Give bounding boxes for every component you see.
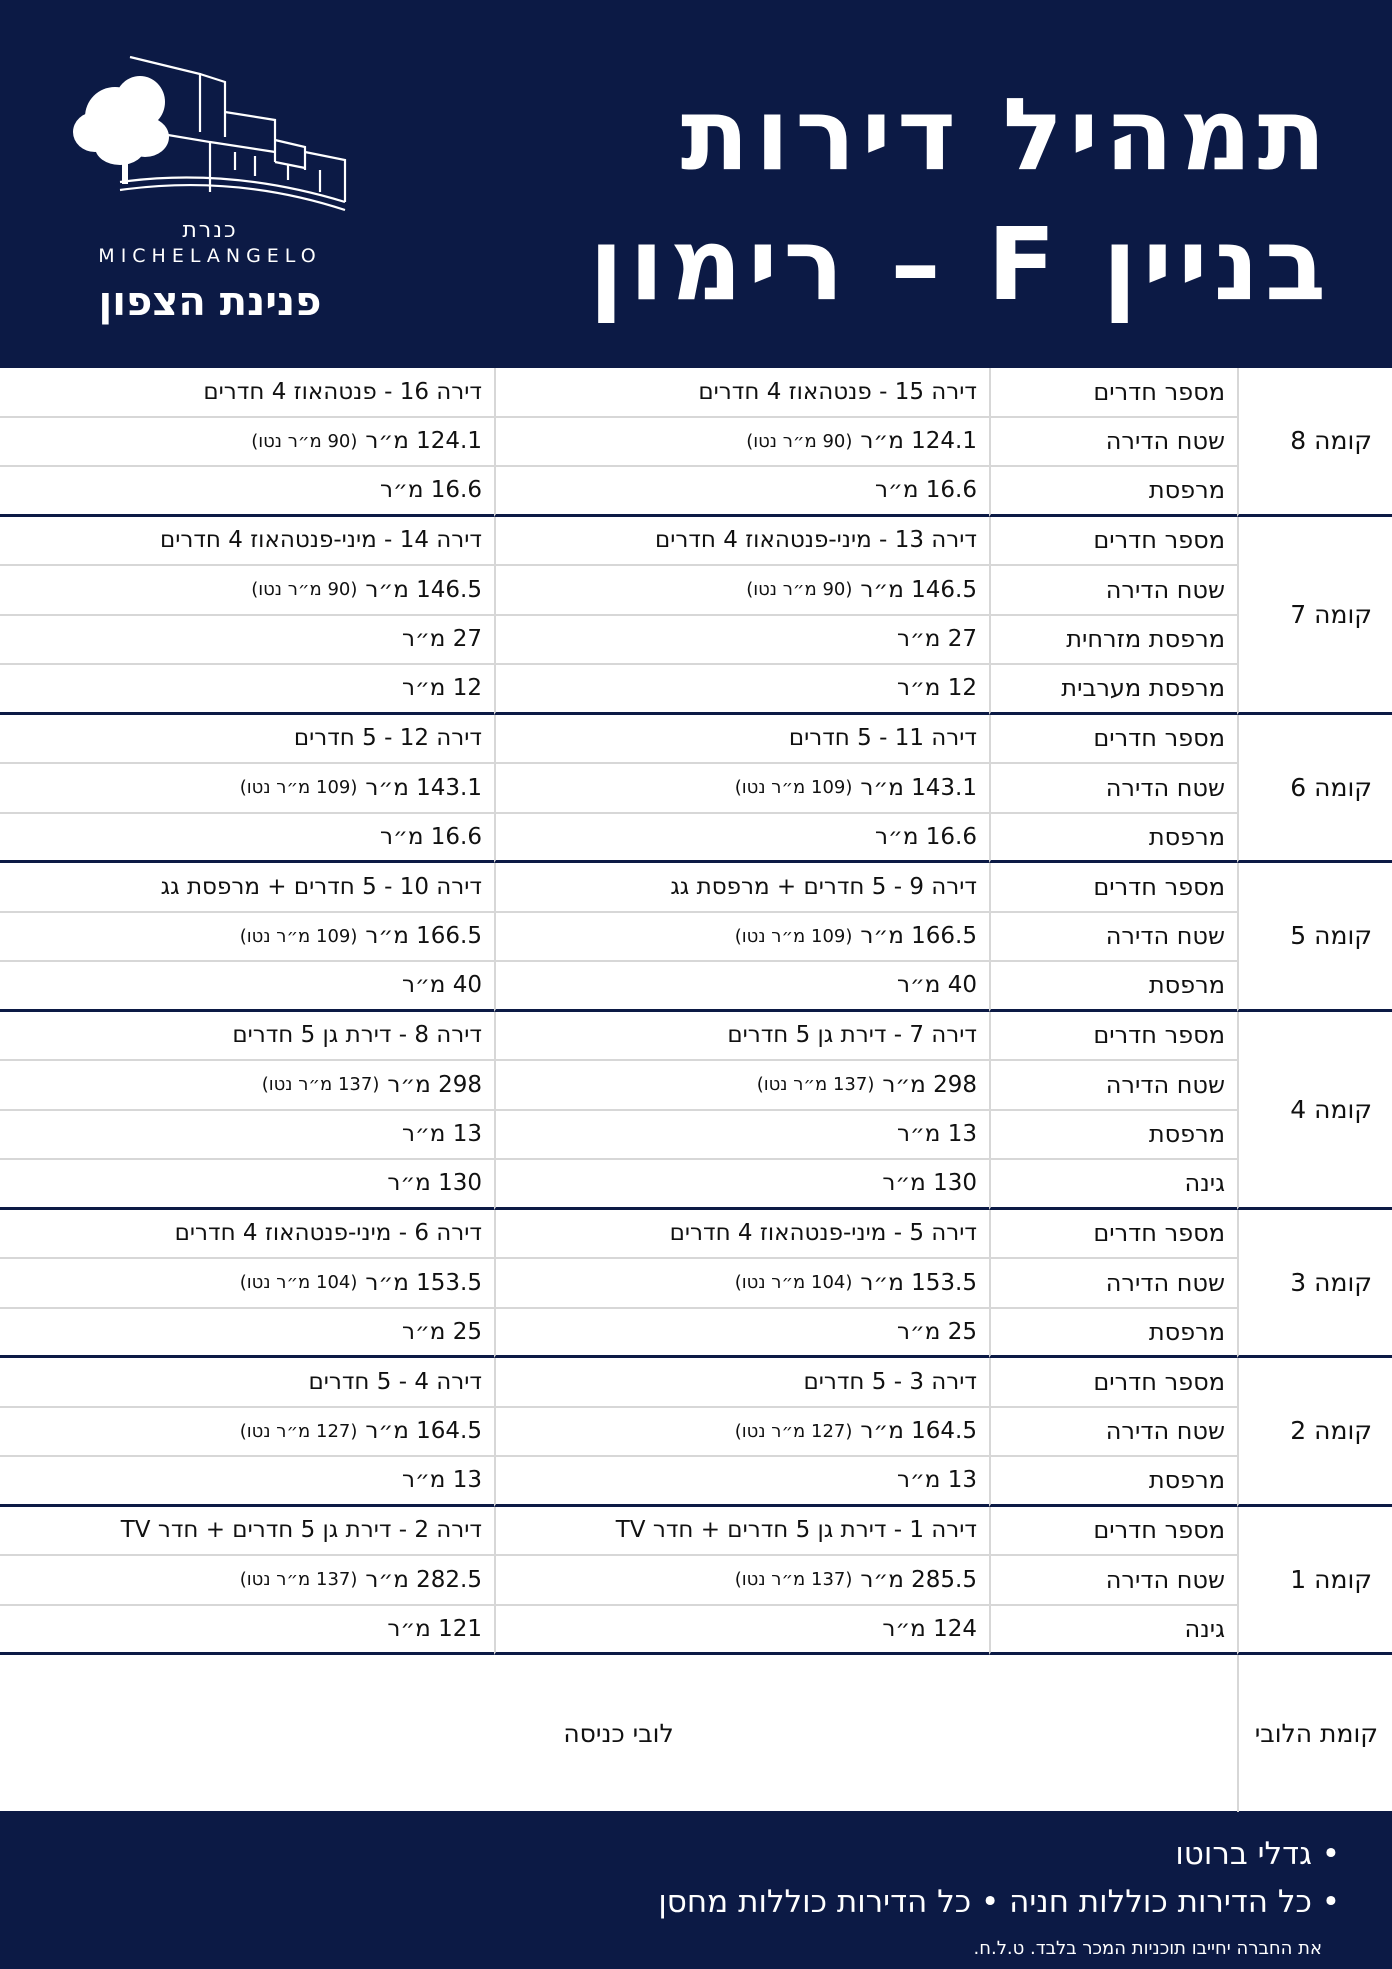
cell-value: 282.5 מ״ר [365, 1566, 482, 1593]
cell-value: 16.6 מ״ר [875, 823, 977, 850]
cell-value: 298 מ״ר [387, 1071, 482, 1098]
apartment-a-cell [494, 1061, 989, 1111]
logo-hebrew-text: פנינת הצפון [98, 279, 322, 325]
apartment-a-cell [494, 1259, 989, 1309]
apartment-b-cell [0, 467, 494, 517]
row-label: מספר חדרים [989, 1358, 1237, 1408]
apartment-a-cell [494, 665, 989, 715]
cell-value: 166.5 מ״ר [860, 923, 977, 950]
apartment-b-cell [0, 616, 494, 666]
row-label: שטח הדירה [989, 913, 1237, 963]
row-label: מספר חדרים [989, 1210, 1237, 1260]
title-line-1: תמהיל דירות [680, 76, 1332, 193]
cell-value: דירה 8 - דירת גן 5 חדרים [232, 1022, 482, 1049]
cell-value: דירה 10 - 5 חדרים + מרפסת גג [160, 873, 482, 900]
floor-label: קומה 4 [1237, 1012, 1392, 1210]
apartment-a-cell [494, 1457, 989, 1507]
footer-note-gross: • גדלי ברוטו [1175, 1836, 1340, 1872]
apartment-a-cell [494, 1606, 989, 1656]
apartment-a-cell [494, 418, 989, 468]
cell-value: דירה 9 - 5 חדרים + מרפסת גג [670, 873, 977, 900]
apartment-b-cell [0, 863, 494, 913]
net-area-note: (137 מ״ר נטו) [239, 1569, 358, 1591]
floor-label: קומה 8 [1237, 368, 1392, 517]
lobby-cell: לובי כניסה [563, 1719, 674, 1748]
cell-value: 27 מ״ר [401, 626, 482, 653]
net-area-note: (109 מ״ר נטו) [734, 777, 853, 799]
apartment-b-cell [0, 517, 494, 567]
cell-value: 16.6 מ״ר [875, 477, 977, 504]
net-area-note: (90 מ״ר נטו) [746, 430, 853, 452]
apartment-b-cell [0, 1111, 494, 1161]
apartment-a-cell [494, 962, 989, 1012]
apartment-a-cell [494, 863, 989, 913]
apartment-a-cell [494, 566, 989, 616]
apartment-a-cell [494, 1160, 989, 1210]
row-label: שטח הדירה [989, 1408, 1237, 1458]
apartment-b-cell [0, 418, 494, 468]
apartment-a-cell [494, 616, 989, 666]
row-label: מספר חדרים [989, 1012, 1237, 1062]
row-label: מרפסת מערבית [989, 665, 1237, 715]
apartment-b-cell [0, 1507, 494, 1557]
cell-value: 164.5 מ״ר [365, 1418, 482, 1445]
cell-value: 13 מ״ר [896, 1467, 977, 1494]
floor-label: קומה 7 [1237, 517, 1392, 715]
cell-value: 13 מ״ר [896, 1121, 977, 1148]
cell-value: דירה 15 - פנטהאוז 4 חדרים [698, 378, 977, 405]
row-label: מרפסת מזרחית [989, 616, 1237, 666]
apartment-b-cell [0, 665, 494, 715]
floor-label: קומה 6 [1237, 715, 1392, 864]
apartment-b-cell [0, 368, 494, 418]
cell-value: 164.5 מ״ר [860, 1418, 977, 1445]
cell-value: 146.5 מ״ר [365, 576, 482, 603]
lobby-floor-label: קומת הלובי [1237, 1655, 1392, 1812]
apartment-b-cell [0, 1358, 494, 1408]
row-label: גינה [989, 1160, 1237, 1210]
apartment-a-cell [494, 1358, 989, 1408]
apartment-b-cell [0, 1309, 494, 1359]
cell-value: דירה 5 - מיני-פנטהאוז 4 חדרים [669, 1220, 977, 1247]
net-area-note: (137 מ״ר נטו) [756, 1074, 875, 1096]
apartment-mix-table [0, 368, 1392, 1814]
apartment-b-cell [0, 1606, 494, 1656]
logo-kinneret-text: כנרת [182, 218, 238, 243]
net-area-note: (109 מ״ר נטו) [239, 925, 358, 947]
floor-label: קומה 3 [1237, 1210, 1392, 1359]
net-area-note: (137 מ״ר נטו) [734, 1569, 853, 1591]
cell-value: דירה 11 - 5 חדרים [788, 725, 977, 752]
net-area-note: (127 מ״ר נטו) [239, 1420, 358, 1442]
row-label: מרפסת [989, 1111, 1237, 1161]
apartment-a-cell [494, 1507, 989, 1557]
cell-value: 153.5 מ״ר [860, 1269, 977, 1296]
row-label: שטח הדירה [989, 1556, 1237, 1606]
apartment-b-cell [0, 1556, 494, 1606]
cell-value: 166.5 מ״ר [365, 923, 482, 950]
cell-value: 25 מ״ר [896, 1318, 977, 1345]
row-label: שטח הדירה [989, 1259, 1237, 1309]
row-label: מספר חדרים [989, 1507, 1237, 1557]
net-area-note: (90 מ״ר נטו) [746, 579, 853, 601]
cell-value: דירה 2 - דירת גן 5 חדרים + חדר TV [120, 1517, 482, 1544]
row-label: מספר חדרים [989, 715, 1237, 765]
logo [55, 52, 365, 325]
row-label: מרפסת [989, 1309, 1237, 1359]
apartment-a-cell [494, 715, 989, 765]
floor-label: קומה 1 [1237, 1507, 1392, 1656]
apartment-b-cell [0, 764, 494, 814]
footer-note-parking: • כל הדירות כוללות חניה • כל הדירות כוללות מחסן [658, 1884, 1340, 1920]
apartment-a-cell [494, 1210, 989, 1260]
net-area-note: (90 מ״ר נטו) [251, 579, 358, 601]
net-area-note: (127 מ״ר נטו) [734, 1420, 853, 1442]
floor-label: קומה 2 [1237, 1358, 1392, 1507]
apartment-b-cell [0, 1259, 494, 1309]
row-label: מספר חדרים [989, 863, 1237, 913]
apartment-a-cell [494, 1556, 989, 1606]
apartment-b-cell [0, 1012, 494, 1062]
row-label: שטח הדירה [989, 418, 1237, 468]
cell-value: 40 מ״ר [401, 972, 482, 999]
cell-value: 25 מ״ר [401, 1318, 482, 1345]
apartment-a-cell [494, 1012, 989, 1062]
cell-value: 153.5 מ״ר [365, 1269, 482, 1296]
apartment-a-cell [494, 1408, 989, 1458]
row-label: מספר חדרים [989, 517, 1237, 567]
cell-value: דירה 7 - דירת גן 5 חדרים [727, 1022, 977, 1049]
cell-value: דירה 1 - דירת גן 5 חדרים + חדר TV [615, 1517, 977, 1544]
row-label: שטח הדירה [989, 764, 1237, 814]
apartment-b-cell [0, 1061, 494, 1111]
row-label: מרפסת [989, 814, 1237, 864]
cell-value: 13 מ״ר [401, 1121, 482, 1148]
cell-value: 130 מ״ר [882, 1170, 977, 1197]
footer-banner [0, 1814, 1392, 1969]
row-label: שטח הדירה [989, 1061, 1237, 1111]
row-label: מרפסת [989, 467, 1237, 517]
row-label: שטח הדירה [989, 566, 1237, 616]
net-area-note: (109 מ״ר נטו) [239, 777, 358, 799]
cell-value: דירה 4 - 5 חדרים [308, 1368, 482, 1395]
cell-value: 13 מ״ר [401, 1467, 482, 1494]
header-banner [0, 0, 1392, 368]
cell-value: 27 מ״ר [896, 626, 977, 653]
title-line-2: בניין F – רימון [589, 206, 1332, 323]
cell-value: 143.1 מ״ר [860, 774, 977, 801]
apartment-b-cell [0, 566, 494, 616]
apartment-b-cell [0, 814, 494, 864]
row-label: מספר חדרים [989, 368, 1237, 418]
net-area-note: (137 מ״ר נטו) [261, 1074, 380, 1096]
cell-value: 124.1 מ״ר [365, 428, 482, 455]
cell-value: 285.5 מ״ר [860, 1566, 977, 1593]
cell-value: דירה 6 - מיני-פנטהאוז 4 חדרים [174, 1220, 482, 1247]
apartment-a-cell [494, 764, 989, 814]
cell-value: דירה 12 - 5 חדרים [293, 725, 482, 752]
floor-label: קומה 5 [1237, 863, 1392, 1012]
cell-value: 130 מ״ר [387, 1170, 482, 1197]
building-tree-logo-icon [60, 52, 360, 212]
apartment-a-cell [494, 467, 989, 517]
net-area-note: (109 מ״ר נטו) [734, 925, 853, 947]
apartment-b-cell [0, 1408, 494, 1458]
apartment-b-cell [0, 715, 494, 765]
apartment-b-cell [0, 1210, 494, 1260]
cell-value: דירה 3 - 5 חדרים [803, 1368, 977, 1395]
cell-value: דירה 13 - מיני-פנטהאוז 4 חדרים [654, 527, 977, 554]
apartment-a-cell [494, 814, 989, 864]
cell-value: 121 מ״ר [387, 1615, 482, 1642]
apartment-b-cell [0, 1160, 494, 1210]
page-title [572, 70, 1332, 330]
apartment-b-cell [0, 1457, 494, 1507]
cell-value: 124 מ״ר [882, 1615, 977, 1642]
apartment-a-cell [494, 517, 989, 567]
cell-value: 12 מ״ר [401, 675, 482, 702]
row-label: גינה [989, 1606, 1237, 1656]
cell-value: דירה 14 - מיני-פנטהאוז 4 חדרים [159, 527, 482, 554]
row-label: מרפסת [989, 962, 1237, 1012]
cell-value: 16.6 מ״ר [380, 823, 482, 850]
cell-value: 16.6 מ״ר [380, 477, 482, 504]
cell-value: 298 מ״ר [882, 1071, 977, 1098]
row-label: מרפסת [989, 1457, 1237, 1507]
net-area-note: (104 מ״ר נטו) [734, 1272, 853, 1294]
apartment-b-cell [0, 913, 494, 963]
cell-value: 146.5 מ״ר [860, 576, 977, 603]
apartment-a-cell [494, 913, 989, 963]
footer-disclaimer: את החברה יחייבו תוכניות המכר בלבד. ט.ל.ח. [973, 1938, 1322, 1959]
apartment-a-cell [494, 368, 989, 418]
cell-value: 40 מ״ר [896, 972, 977, 999]
apartment-a-cell [494, 1309, 989, 1359]
logo-english-text: MICHELANGELO [98, 245, 322, 267]
net-area-note: (90 מ״ר נטו) [251, 430, 358, 452]
cell-value: דירה 16 - פנטהאוז 4 חדרים [203, 378, 482, 405]
apartment-a-cell [494, 1111, 989, 1161]
net-area-note: (104 מ״ר נטו) [239, 1272, 358, 1294]
cell-value: 143.1 מ״ר [365, 774, 482, 801]
cell-value: 124.1 מ״ר [860, 428, 977, 455]
cell-value: 12 מ״ר [896, 675, 977, 702]
apartment-b-cell [0, 962, 494, 1012]
